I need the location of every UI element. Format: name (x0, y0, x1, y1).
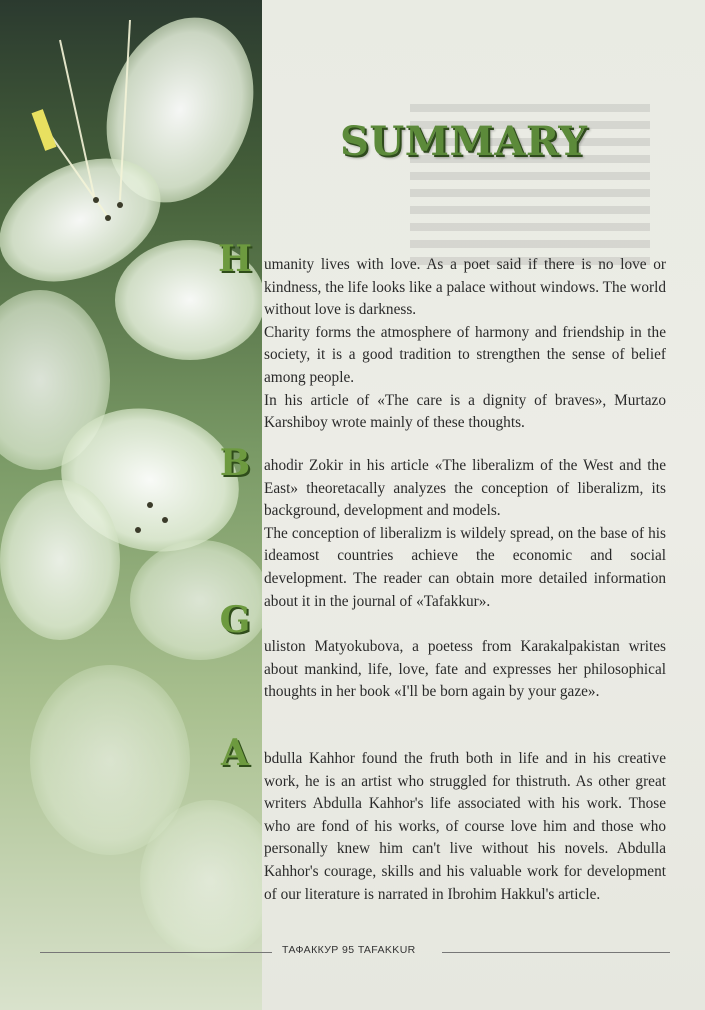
paragraph: umanity lives with love. As a poet said if there is no love or kindness, the life looks like a palace without windows. The world without love is darkness. (264, 256, 666, 319)
paragraph: uliston Matyokubova, a poetess from Karakalpakistan writes about mankind, life, love, fate and expresses her philosophical thoughts in her book «I'll be born again by your gaze». (264, 638, 666, 701)
section-kahhor (264, 748, 666, 906)
footer-rule-right (442, 952, 670, 953)
paragraph: Charity forms the atmosphere of harmony and friendship in the society, it is a good tradition to strengthen the sense of belief among people. (264, 323, 666, 386)
footer-text: ТАФАККУР 95 TAFAKKUR (282, 944, 416, 956)
flower-photo (0, 0, 262, 1010)
paragraph: bdulla Kahhor found the fruth both in life and in his creative work, he is an artist who struggled for thistruth. As other great writers Abdulla Kahhor's life associated with his work. Those who are fond of his works, of course love him and those who personally knew him can't live without his novels. Abdulla Kahhor's courage, skills and his valuable work for development of our literature is narrated in Ibrohim Hakkul's article. (264, 750, 666, 903)
drop-cap-g: G (219, 599, 251, 641)
paragraph: In his article of «The care is a dignity of braves», Murtazo Karshiboy wrote mainly of these thoughts. (264, 391, 666, 432)
drop-cap-b: B (219, 442, 251, 484)
section-liberalizm (264, 455, 666, 613)
footer-rule-left (40, 952, 272, 953)
section-humanity (264, 254, 666, 435)
page-title: SUMMARY (340, 118, 588, 165)
paragraph: The conception of liberalizm is wildely spread, on the base of his ideamost countries achieve the economic and social development. The reader can obtain more detailed information about it in the journal of «Tafakkur». (264, 524, 666, 610)
page-footer (40, 942, 670, 962)
drop-cap-h: H (217, 238, 252, 280)
drop-cap-a: A (221, 732, 249, 774)
blossom-illustration (0, 0, 262, 1010)
section-guliston (264, 636, 666, 704)
paragraph: ahodir Zokir in his article «The liberalizm of the West and the East» theoretacally analyzes the conception of liberalizm, its background, development and models. (264, 457, 666, 520)
